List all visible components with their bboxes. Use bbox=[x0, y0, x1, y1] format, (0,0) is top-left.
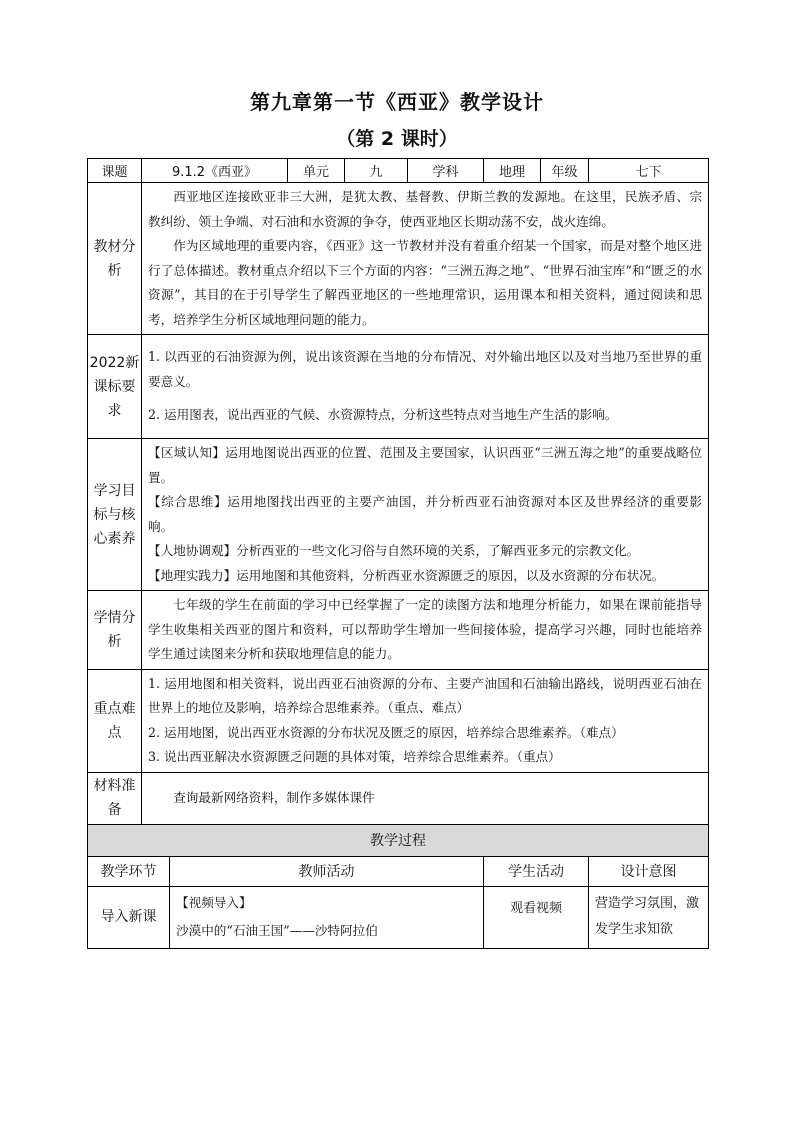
teacher-activity-line: 【视频导入】 bbox=[176, 895, 252, 910]
teacher-activity-line: 沙漠中的“石油王国”——沙特阿拉伯 bbox=[176, 923, 378, 938]
grade-label: 年级 bbox=[541, 159, 589, 183]
textbook-analysis-row bbox=[88, 183, 709, 335]
goal-item: 【区域认知】运用地图说出西亚的位置、范围及主要国家，认识西亚“三洲五海之地”的重要战略位置。 bbox=[148, 445, 703, 485]
lesson-plan-table bbox=[87, 158, 709, 949]
process-header-row bbox=[88, 856, 709, 886]
grade-value: 七下 bbox=[589, 159, 709, 183]
goal-item: 【地理实践力】运用地图和其他资料，分析西亚水资源匮乏的原因，以及水资源的分布状况。 bbox=[148, 567, 665, 583]
key-point-item: 3. 说出西亚解决水资源匮乏问题的具体对策，培养综合思维素养。（重点） bbox=[148, 749, 561, 764]
standard-item: 2. 运用图表，说出西亚的气候、水资源特点，分析这些特点对当地生产生活的影响。 bbox=[148, 407, 618, 423]
standard-content bbox=[142, 335, 709, 439]
students-content bbox=[142, 591, 709, 670]
student-column-header: 学生活动 bbox=[484, 856, 589, 886]
textbook-analysis-label: 教材分析 bbox=[88, 183, 142, 335]
standard-label: 2022新课标要求 bbox=[88, 335, 142, 439]
materials-row bbox=[88, 772, 709, 824]
stage-column-header: 教学环节 bbox=[88, 856, 170, 886]
key-point-item: 2. 运用地图，说出西亚水资源的分布状况及匮乏的原因，培养综合思维素养。（难点） bbox=[148, 724, 624, 740]
standard-row bbox=[88, 335, 709, 439]
teacher-column-header: 教师活动 bbox=[170, 856, 484, 886]
page-subtitle: （第 2 课时） bbox=[336, 128, 458, 150]
goal-item: 【综合思维】运用地图找出西亚的主要产油国，并分析西亚石油资源对本区及世界经济的重要影响。 bbox=[148, 494, 703, 534]
textbook-paragraph: 作为区域地理的重要内容，《西亚》这一节教材并没有着重介绍某一个国家，而是对整个地区进行了总体描述。教材重点介绍以下三个方面的内容：“三洲五海之地”、“世界石油宝库”和“匮乏的水资源”，其目的在于引导学生了解西亚地区的一些地理常识，运用课本和相关资料，通过阅读和思考，培养学生分析区域地理问题的能力。 bbox=[148, 238, 703, 327]
student-activity-cell: 观看视频 bbox=[484, 886, 589, 948]
process-heading: 教学过程 bbox=[88, 824, 709, 856]
key-points-label: 重点难点 bbox=[88, 669, 142, 772]
subject-label: 学科 bbox=[408, 159, 484, 183]
stage-cell: 导入新课 bbox=[88, 886, 170, 948]
unit-value: 九 bbox=[345, 159, 408, 183]
key-point-item: 1. 运用地图和相关资料，说出西亚石油资源的分布、主要产油国和石油输出路线，说明西亚石油在世界上的地位及影响，培养综合思维素养。（重点、难点） bbox=[148, 675, 703, 715]
goal-item: 【人地协调观】分析西亚的一些文化习俗与自然环境的关系，了解西亚多元的宗教文化。 bbox=[148, 543, 640, 558]
materials-content bbox=[142, 772, 709, 824]
topic-label: 课题 bbox=[88, 159, 142, 183]
goals-label: 学习目标与核心素养 bbox=[88, 439, 142, 591]
students-row bbox=[88, 591, 709, 670]
materials-text: 查询最新网络资料，制作多媒体课件 bbox=[173, 789, 375, 805]
key-points-row bbox=[88, 669, 709, 772]
subject-value: 地理 bbox=[484, 159, 541, 183]
goals-content bbox=[142, 439, 709, 591]
intent-column-header: 设计意图 bbox=[589, 856, 709, 886]
page-title: 第九章第一节《西亚》教学设计 bbox=[250, 90, 544, 114]
students-label: 学情分析 bbox=[88, 591, 142, 670]
process-row bbox=[88, 886, 709, 948]
materials-label: 材料准备 bbox=[88, 772, 142, 824]
standard-item: 1. 以西亚的石油资源为例，说出该资源在当地的分布情况、对外输出地区以及对当地乃至世界的重要意义。 bbox=[148, 349, 703, 389]
textbook-analysis-content bbox=[142, 183, 709, 335]
info-row bbox=[88, 159, 709, 183]
students-paragraph: 七年级的学生在前面的学习中已经掌握了一定的读图方法和地理分析能力，如果在课前能指导学生收集相关西亚的图片和资料，可以帮助学生增加一些间接体验，提高学习兴趣，同时也能培养学生通过读图来分析和获取地理信息的能力。 bbox=[148, 597, 703, 661]
goals-row bbox=[88, 439, 709, 591]
teacher-activity-cell bbox=[170, 886, 484, 948]
key-points-content bbox=[142, 669, 709, 772]
topic-value: 9.1.2《西亚》 bbox=[142, 159, 288, 183]
textbook-paragraph: 西亚地区连接欧亚非三大洲，是犹太教、基督教、伊斯兰教的发源地。在这里，民族矛盾、宗教纠纷、领土争端、对石油和水资源的争夺，使西亚地区长期动荡不安，战火连绵。 bbox=[148, 189, 703, 229]
process-heading-row bbox=[88, 824, 709, 856]
intent-cell: 营造学习氛围，激发学生求知欲 bbox=[589, 886, 709, 948]
unit-label: 单元 bbox=[288, 159, 345, 183]
